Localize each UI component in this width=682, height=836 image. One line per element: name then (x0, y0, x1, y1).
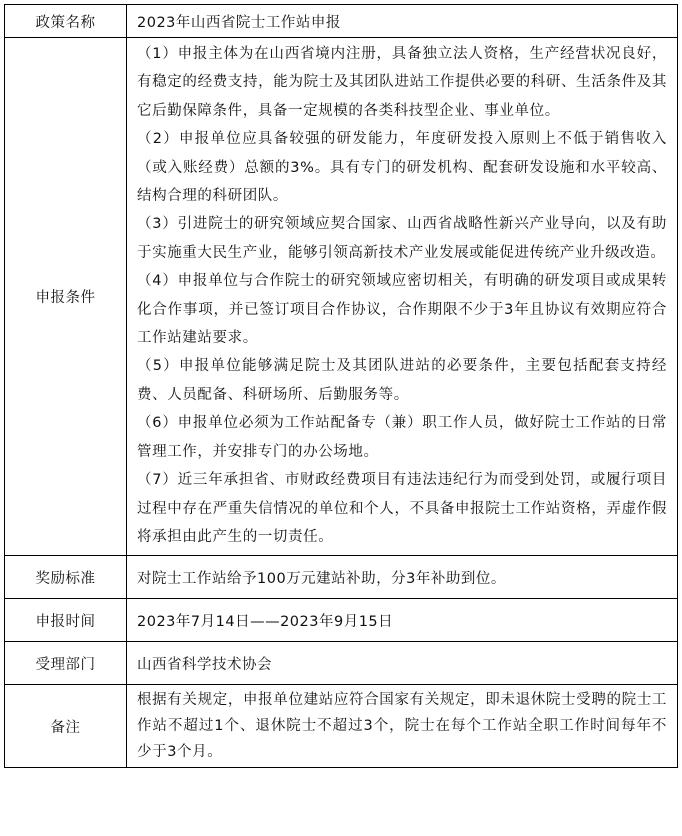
conditions-row (5, 38, 678, 556)
time-label: 申报时间 (5, 599, 127, 642)
time-row (5, 599, 678, 642)
reward-label: 奖励标准 (5, 556, 127, 599)
condition-item: （6）申报单位必须为工作站配备专（兼）职工作人员，做好院士工作站的日常管理工作，并安排专门的办公场地。 (137, 415, 667, 460)
note-value: 根据有关规定，申报单位建站应符合国家有关规定，即未退休院士受聘的院士工作站不超过1个、退休院士不超过3个，院士在每个工作站全职工作时间每年不少于3个月。 (127, 685, 678, 768)
dept-row (5, 642, 678, 685)
conditions-label: 申报条件 (5, 38, 127, 556)
condition-item: （4）申报单位与合作院士的研究领域应密切相关，有明确的研发项目或成果转化合作事项，并已签订项目合作协议，合作期限不少于3年且协议有效期应符合工作站建站要求。 (137, 273, 667, 347)
dept-label: 受理部门 (5, 642, 127, 685)
conditions-list (127, 38, 678, 556)
policy-name-label: 政策名称 (5, 5, 127, 38)
reward-value: 对院士工作站给予100万元建站补助，分3年补助到位。 (127, 556, 678, 599)
note-row (5, 685, 678, 768)
note-label: 备注 (5, 685, 127, 768)
reward-row (5, 556, 678, 599)
policy-table (4, 4, 678, 768)
condition-item: （7）近三年承担省、市财政经费项目有违法违纪行为而受到处罚，或履行项目过程中存在严重失信情况的单位和个人，不具备申报院士工作站资格，弄虚作假将承担由此产生的一切责任。 (137, 472, 667, 545)
condition-item: （2）申报单位应具备较强的研发能力，年度研发投入原则上不低于销售收入（或入账经费）总额的3%。具有专门的研发机构、配套研发设施和水平较高、结构合理的科研团队。 (137, 131, 667, 205)
dept-value: 山西省科学技术协会 (127, 642, 678, 685)
condition-item: （3）引进院士的研究领域应契合国家、山西省战略性新兴产业导向，以及有助于实施重大民生产业，能够引领高新技术产业发展或能促进传统产业升级改造。 (137, 216, 667, 261)
policy-name-value: 2023年山西省院士工作站申报 (127, 5, 678, 38)
time-value: 2023年7月14日——2023年9月15日 (127, 599, 678, 642)
policy-name-row (5, 5, 678, 38)
condition-item: （5）申报单位能够满足院士及其团队进站的必要条件，主要包括配套支持经费、人员配备、科研场所、后勤服务等。 (137, 358, 667, 403)
condition-item: （1）申报主体为在山西省境内注册，具备独立法人资格，生产经营状况良好，有稳定的经费支持，能为院士及其团队进站工作提供必要的科研、生活条件及其它后勤保障条件，具备一定规模的各类科技型企业、事业单位。 (137, 46, 667, 119)
